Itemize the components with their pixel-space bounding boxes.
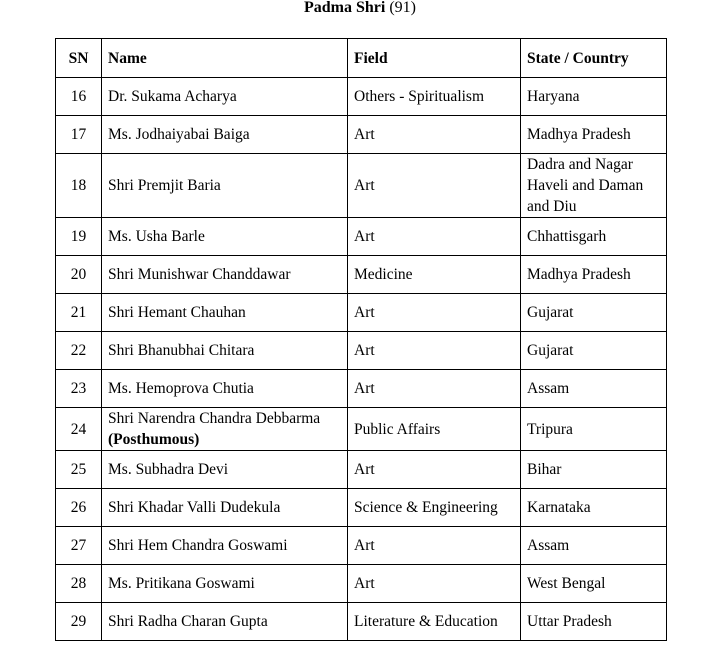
table-header-row: [56, 39, 667, 78]
page-title: [0, 0, 720, 18]
cell-field: Art: [348, 154, 521, 218]
header-state: State / Country: [521, 39, 667, 78]
table-row: [56, 565, 667, 603]
table-row: [56, 451, 667, 489]
cell-name: Dr. Sukama Acharya: [102, 78, 348, 116]
cell-name: Shri Hemant Chauhan: [102, 294, 348, 332]
cell-name: Shri Bhanubhai Chitara: [102, 332, 348, 370]
cell-field: Art: [348, 294, 521, 332]
cell-state: Karnataka: [521, 489, 667, 527]
table-row: [56, 116, 667, 154]
cell-sn: 22: [56, 332, 102, 370]
table-row: [56, 489, 667, 527]
cell-field: Public Affairs: [348, 408, 521, 451]
cell-state: Gujarat: [521, 294, 667, 332]
header-field: Field: [348, 39, 521, 78]
table-row: [56, 218, 667, 256]
cell-name: Shri Radha Charan Gupta: [102, 603, 348, 641]
cell-name: Shri Munishwar Chanddawar: [102, 256, 348, 294]
cell-field: Art: [348, 527, 521, 565]
cell-sn: 20: [56, 256, 102, 294]
table-row: [56, 332, 667, 370]
cell-sn: 19: [56, 218, 102, 256]
table-row: [56, 603, 667, 641]
cell-name: Ms. Hemoprova Chutia: [102, 370, 348, 408]
cell-name: Shri Premjit Baria: [102, 154, 348, 218]
title-label: Padma Shri: [304, 0, 386, 16]
cell-field: Medicine: [348, 256, 521, 294]
cell-name: [102, 408, 348, 451]
cell-sn: 16: [56, 78, 102, 116]
cell-sn: 25: [56, 451, 102, 489]
header-name: Name: [102, 39, 348, 78]
cell-field: Art: [348, 218, 521, 256]
table-row: [56, 78, 667, 116]
cell-field: Art: [348, 451, 521, 489]
cell-sn: 18: [56, 154, 102, 218]
cell-state: Bihar: [521, 451, 667, 489]
table-row: [56, 370, 667, 408]
cell-name: Ms. Usha Barle: [102, 218, 348, 256]
cell-name: Ms. Jodhaiyabai Baiga: [102, 116, 348, 154]
cell-field: Art: [348, 565, 521, 603]
cell-sn: 17: [56, 116, 102, 154]
cell-field: Science & Engineering: [348, 489, 521, 527]
awardee-name: Shri Narendra Chandra Debbarma: [108, 410, 321, 427]
cell-sn: 26: [56, 489, 102, 527]
cell-sn: 21: [56, 294, 102, 332]
cell-state: Assam: [521, 527, 667, 565]
cell-state: Madhya Pradesh: [521, 256, 667, 294]
cell-state: Uttar Pradesh: [521, 603, 667, 641]
posthumous-note: (Posthumous): [108, 431, 200, 448]
cell-field: Literature & Education: [348, 603, 521, 641]
cell-field: Art: [348, 332, 521, 370]
cell-state: Dadra and Nagar Haveli and Daman and Diu: [521, 154, 667, 218]
cell-name: Ms. Subhadra Devi: [102, 451, 348, 489]
table-row: [56, 408, 667, 451]
cell-name: Shri Hem Chandra Goswami: [102, 527, 348, 565]
cell-sn: 23: [56, 370, 102, 408]
cell-sn: 28: [56, 565, 102, 603]
cell-state: West Bengal: [521, 565, 667, 603]
cell-field: Others - Spiritualism: [348, 78, 521, 116]
table-row: [56, 294, 667, 332]
cell-sn: 29: [56, 603, 102, 641]
cell-state: Tripura: [521, 408, 667, 451]
table-row: [56, 527, 667, 565]
header-sn: SN: [56, 39, 102, 78]
cell-field: Art: [348, 370, 521, 408]
cell-name: Ms. Pritikana Goswami: [102, 565, 348, 603]
cell-name: Shri Khadar Valli Dudekula: [102, 489, 348, 527]
cell-state: Chhattisgarh: [521, 218, 667, 256]
awardees-table: [55, 38, 667, 641]
table-row: [56, 256, 667, 294]
cell-field: Art: [348, 116, 521, 154]
title-count: (91): [389, 0, 416, 16]
table-row: [56, 154, 667, 218]
cell-state: Haryana: [521, 78, 667, 116]
cell-state: Madhya Pradesh: [521, 116, 667, 154]
cell-state: Gujarat: [521, 332, 667, 370]
cell-sn: 27: [56, 527, 102, 565]
cell-sn: 24: [56, 408, 102, 451]
cell-state: Assam: [521, 370, 667, 408]
